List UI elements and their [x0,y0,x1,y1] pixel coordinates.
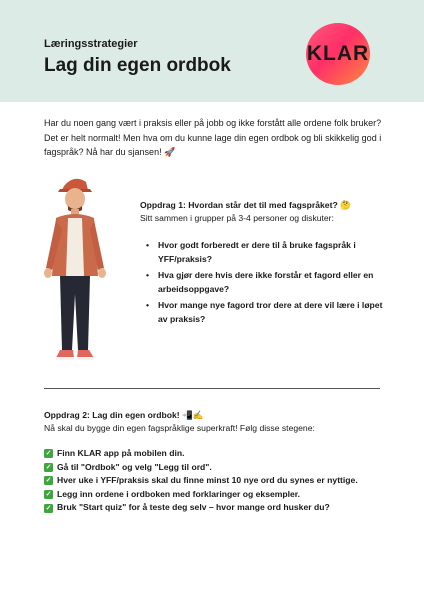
step-text: Bruk "Start quiz" for å teste deg selv – hvor mange ord husker du? [57,502,330,513]
student-illustration [36,172,118,372]
task1-subtitle: Sitt sammen i grupper på 3-4 personer og diskuter: [140,213,334,223]
step-item [44,474,358,488]
step-item [44,461,358,475]
header-banner [0,0,424,102]
section-divider [44,388,380,389]
header-kicker: Læringsstrategier [44,38,138,50]
question-item: • Hvor godt forberedt er dere til å bruke fagspråk i YFF/praksis? [146,239,390,266]
question-item: • Hva gjør dere hvis dere ikke forstår et fagord eller en arbeidsoppgave? [146,269,390,296]
steps-list [44,447,358,515]
klar-logo [306,23,370,85]
task2-title: Oppdrag 2: Lag din egen ordbok! 📲✍️ [44,410,204,420]
check-mark-icon: ✓ [45,450,52,458]
check-mark-icon: ✓ [45,491,52,499]
check-mark-icon: ✓ [45,463,52,471]
logo-text: KLAR [306,42,370,65]
check-mark-icon: ✓ [45,477,52,485]
step-item [44,488,358,502]
step-item [44,501,358,515]
step-text: Finn KLAR app på mobilen din. [57,448,185,458]
step-text: Gå til "Ordbok" og velg "Legg til ord". [57,461,212,472]
intro-paragraph: Har du noen gang vært i praksis eller på jobb og ikke forstått alle ordene folk bruker? Det er helt normalt! Men hva om du kunne lage din egen ordbok og bli skikkelig god i fagspråk? Nå har du sjansen! 🚀 [44,118,382,157]
check-mark-icon: ✓ [45,504,52,512]
task1-title: Oppdrag 1: Hvordan står det til med fagspråket? 🤔 [140,200,351,210]
step-text: Hver uke i YFF/praksis skal du finne minst 10 nye ord du synes er nyttige. [57,475,358,486]
question-item: • Hvor mange nye fagord tror dere at dere vil lære i løpet av praksis? [146,299,390,326]
discussion-questions [146,239,390,329]
step-text: Legg inn ordene i ordboken med forklaringer og eksempler. [57,488,301,499]
step-item [44,447,358,461]
page-title: Lag din egen ordbok [44,55,231,76]
task2-subtitle: Nå skal du bygge din egen fagspråklige superkraft! Følg disse stegene: [44,423,315,433]
